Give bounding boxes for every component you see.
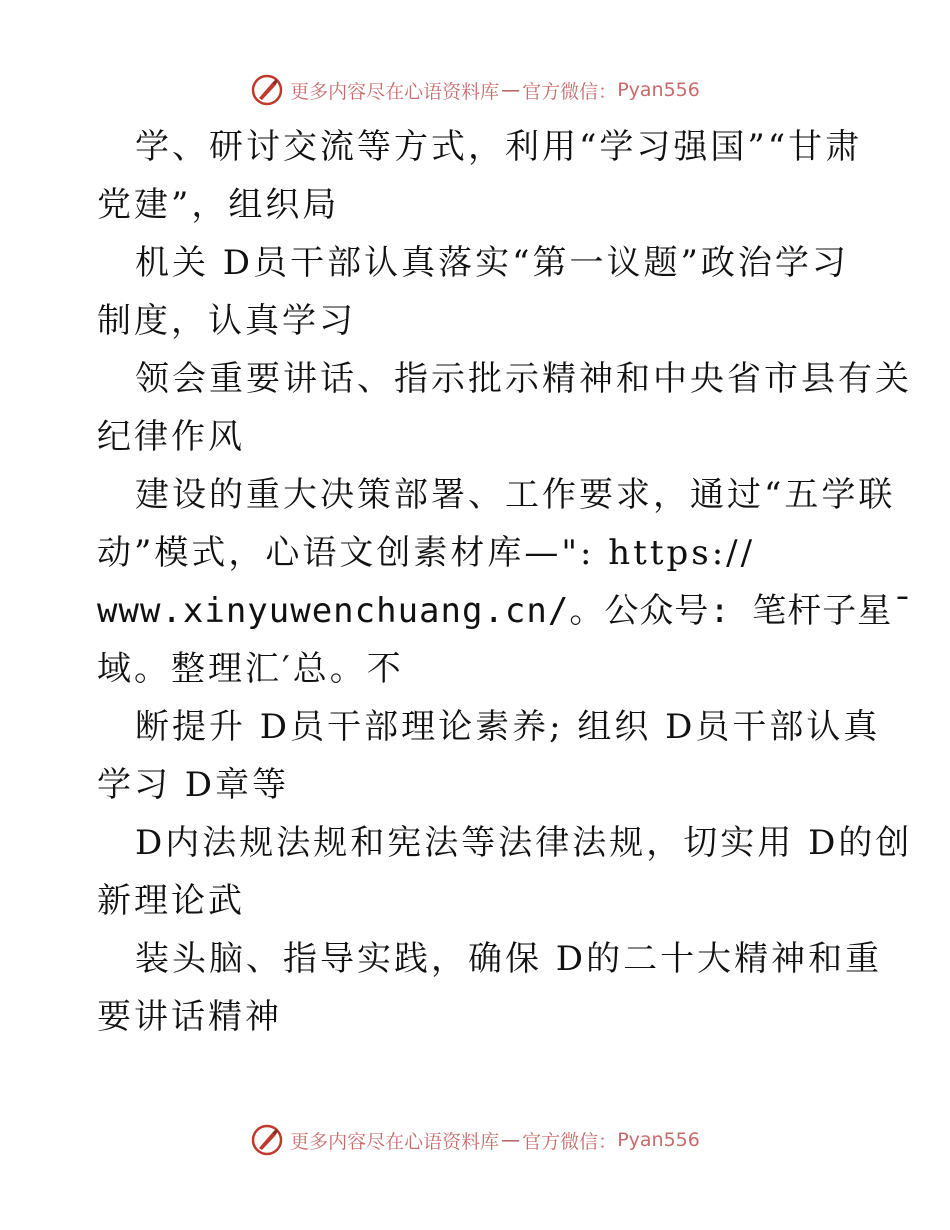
text-line: 机关 D员干部认真落实“第一议题”政治学习: [135, 243, 849, 283]
text-line: 学、研讨交流等方式，利用“学习强国”“甘肃: [135, 127, 863, 167]
watermark-separator: —: [501, 79, 521, 101]
watermark-account: Pyan556: [617, 1129, 700, 1151]
watermark-header: [0, 70, 950, 110]
text-line: 要讲话精神: [97, 997, 282, 1037]
pen-circle-logo-icon: [250, 73, 284, 107]
text-line: 动”模式，心语文创素材库—": https://: [97, 533, 756, 573]
text-line: 党建”，组织局: [97, 185, 340, 225]
watermark-label: 官方微信：: [522, 1130, 618, 1153]
document-body: [97, 118, 914, 1046]
watermark-label: 官方微信：: [522, 80, 618, 103]
text-line: 域。整理汇′总。不: [97, 649, 404, 689]
text-line: D内法规法规和宪法等法律法规，切实用 D的创: [135, 823, 913, 863]
text-line: 建设的重大决策部署、工作要求，通过“五学联: [135, 475, 896, 515]
text-line: 纪律作风: [97, 417, 245, 457]
text-line-url: www.xinyuwenchuang.cn/。公众号: 笔杆子星¯: [97, 591, 914, 631]
text-line: 新理论武: [97, 881, 245, 921]
watermark-account: Pyan556: [617, 79, 700, 101]
text-line: 领会重要讲话、指示批示精神和中央省市县有关: [135, 359, 912, 399]
text-line: 学习 D章等: [97, 765, 290, 805]
watermark-main-text: 更多内容尽在心语资料库: [290, 80, 500, 103]
watermark-separator: —: [501, 1129, 521, 1151]
text-line: 制度，认真学习: [97, 301, 356, 341]
text-line: 断提升 D员干部理论素养; 组织 D员干部认真: [135, 707, 881, 747]
text-line: 装头脑、指导实践，确保 D的二十大精神和重: [135, 939, 883, 979]
pen-circle-logo-icon: [250, 1123, 284, 1157]
watermark-footer: [0, 1120, 950, 1160]
watermark-main-text: 更多内容尽在心语资料库: [290, 1130, 500, 1153]
